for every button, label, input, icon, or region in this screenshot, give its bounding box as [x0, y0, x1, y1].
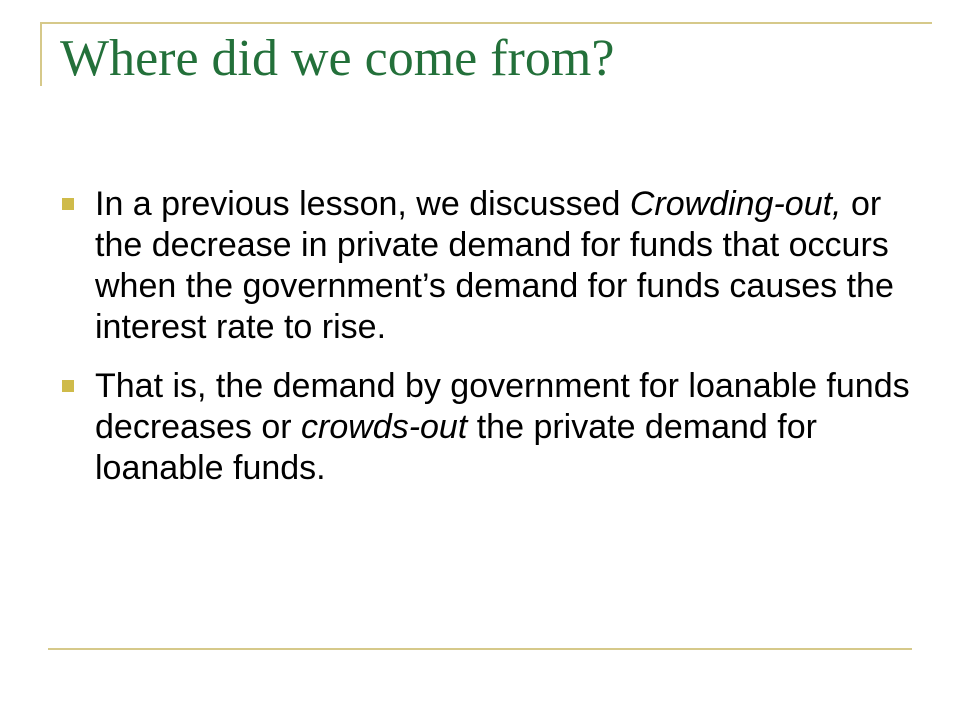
top-rule — [40, 22, 932, 24]
bullet-text: In a previous lesson, we discussed Crowding-out, or the decrease in private demand for funds that occurs when the government’s demand for funds causes the interest rate to rise. — [95, 185, 894, 346]
square-bullet-icon — [62, 198, 74, 210]
bullet-item — [62, 184, 912, 348]
square-bullet-icon — [62, 380, 74, 392]
slide-title: Where did we come from? — [60, 30, 615, 87]
left-rule — [40, 22, 42, 86]
bottom-rule — [48, 648, 912, 650]
bullet-text: That is, the demand by government for loanable funds decreases or crowds-out the private demand for loanable funds. — [95, 367, 910, 487]
bullet-list — [62, 184, 912, 507]
bullet-item — [62, 366, 912, 489]
